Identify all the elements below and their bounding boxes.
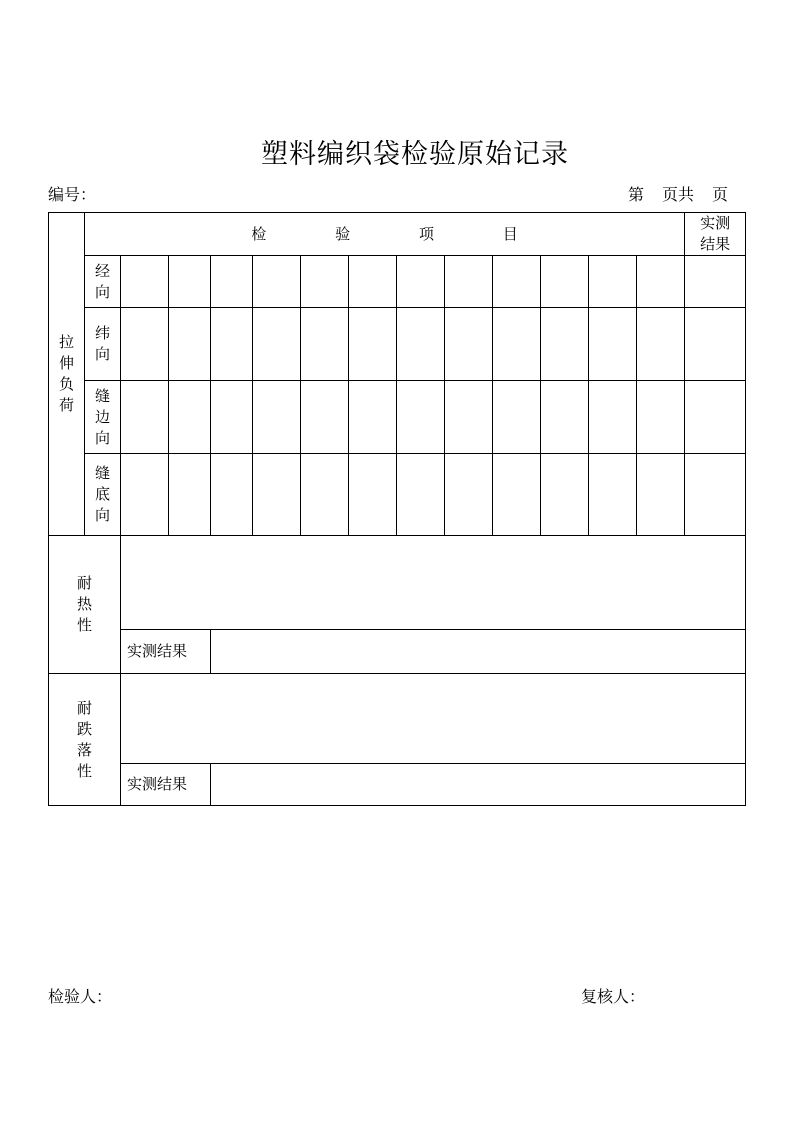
result-cell[interactable] [685,256,746,308]
heat-measured-result-label: 实测结果 [121,630,211,674]
data-cell[interactable] [541,381,589,454]
record-table [48,212,746,806]
data-cell[interactable] [589,308,637,381]
data-cell[interactable] [637,381,685,454]
data-cell[interactable] [397,308,445,381]
page-info-prefix: 第 [628,185,645,204]
data-cell[interactable] [397,256,445,308]
page-title: 塑料编织袋检验原始记录 [261,139,569,170]
data-cell[interactable] [121,256,169,308]
result-cell[interactable] [685,381,746,454]
data-cell[interactable] [541,256,589,308]
data-cell[interactable] [445,308,493,381]
data-cell[interactable] [211,256,253,308]
direction-bottom-seam [85,454,121,536]
data-cell[interactable] [445,454,493,536]
data-cell[interactable] [211,454,253,536]
data-cell[interactable] [637,454,685,536]
tensile-label: 拉伸负荷 [59,333,75,414]
data-cell[interactable] [445,256,493,308]
data-cell[interactable] [637,308,685,381]
heat-resistance-label: 耐热性 [77,574,93,634]
result-cell[interactable] [685,308,746,381]
data-cell[interactable] [541,454,589,536]
data-cell[interactable] [169,454,211,536]
drop-resistance-label: 耐跌落性 [77,698,93,780]
drop-measured-result-label: 实测结果 [121,764,211,806]
measured-result-header-line2: 结果 [700,235,731,253]
heat-measured-result-value[interactable] [211,630,746,674]
direction-warp [85,256,121,308]
data-cell[interactable] [493,308,541,381]
direction-label: 纬向 [95,324,111,363]
data-cell[interactable] [211,308,253,381]
data-cell[interactable] [253,308,301,381]
direction-side-seam [85,381,121,454]
drop-resistance-label-cell [49,674,121,806]
inspection-item-char: 验 [335,224,351,243]
direction-weft [85,308,121,381]
data-cell[interactable] [301,308,349,381]
data-cell[interactable] [121,381,169,454]
direction-label: 缝底向 [95,464,111,524]
data-cell[interactable] [397,454,445,536]
data-cell[interactable] [253,454,301,536]
data-cell[interactable] [349,454,397,536]
data-cell[interactable] [349,381,397,454]
inspection-items-header [85,213,685,256]
data-cell[interactable] [169,308,211,381]
measured-result-header [685,213,746,256]
data-cell[interactable] [349,256,397,308]
inspection-item-char: 项 [418,224,434,243]
heat-resistance-label-cell [49,536,121,674]
data-cell[interactable] [589,256,637,308]
drop-resistance-record-area[interactable] [121,674,746,764]
tensile-label-cell [49,213,85,536]
page-info-suffix: 页 [712,185,729,204]
measured-result-header-line1: 实测 [700,214,731,232]
number-label: 编号： [48,185,97,204]
data-cell[interactable] [301,256,349,308]
result-cell[interactable] [685,454,746,536]
data-cell[interactable] [349,308,397,381]
data-cell[interactable] [445,381,493,454]
inspector-label: 检验人： [48,987,113,1006]
data-cell[interactable] [589,454,637,536]
drop-measured-result-value[interactable] [211,764,746,806]
data-cell[interactable] [637,256,685,308]
heat-resistance-record-area[interactable] [121,536,746,630]
data-cell[interactable] [121,308,169,381]
data-cell[interactable] [397,381,445,454]
data-cell[interactable] [121,454,169,536]
direction-label: 缝边向 [95,386,111,447]
data-cell[interactable] [589,381,637,454]
data-cell[interactable] [493,454,541,536]
data-cell[interactable] [301,454,349,536]
data-cell[interactable] [493,256,541,308]
data-cell[interactable] [493,381,541,454]
data-cell[interactable] [301,381,349,454]
data-cell[interactable] [169,256,211,308]
page-info-middle: 页共 [662,185,695,204]
inspection-item-char: 目 [502,224,518,243]
data-cell[interactable] [211,381,253,454]
data-cell[interactable] [253,381,301,454]
direction-label: 经向 [95,261,111,301]
data-cell[interactable] [169,381,211,454]
page-info [628,182,728,205]
inspection-item-char: 检 [251,224,267,243]
reviewer-label: 复核人： [581,987,646,1006]
data-cell[interactable] [253,256,301,308]
data-cell[interactable] [541,308,589,381]
